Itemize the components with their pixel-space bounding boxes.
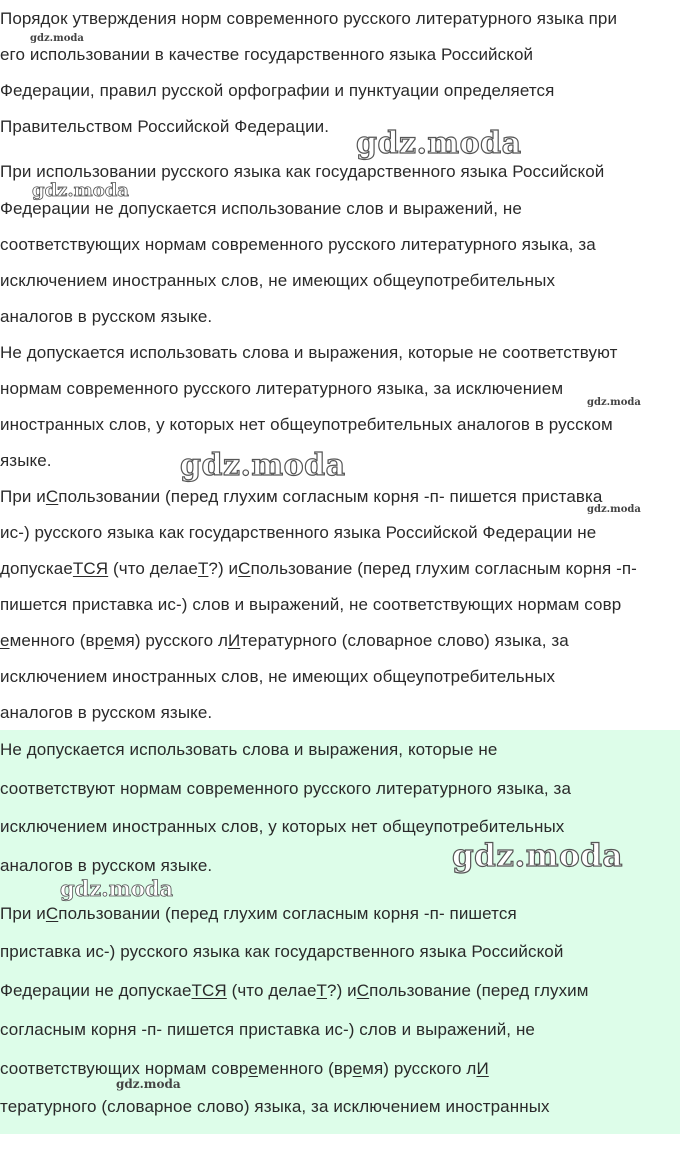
underlined-ending: Т bbox=[197, 559, 209, 578]
underlined-ending: ТСЯ bbox=[72, 559, 109, 578]
watermark-logo: gdz.moda bbox=[356, 126, 522, 161]
text-line: Федерации не допускаеТСЯ (что делаеТ?) иСпользование (перед глухим bbox=[0, 981, 589, 1000]
underlined-letter: С bbox=[45, 904, 59, 923]
watermark-logo: gdz.moda bbox=[32, 180, 129, 201]
watermark-logo: gdz.moda bbox=[30, 33, 84, 44]
text-line: Правительством Российской Федерации. bbox=[0, 117, 330, 136]
watermark-logo: gdz.moda bbox=[180, 448, 346, 483]
watermark-logo: gdz.moda bbox=[116, 1077, 181, 1091]
text-line: языке. bbox=[0, 451, 52, 470]
text-line: тературного (словарное слово) языка, за исключением иностранных bbox=[0, 1097, 550, 1116]
watermark-logo: gdz.moda bbox=[60, 876, 174, 901]
underlined-letter: С bbox=[45, 487, 59, 506]
text-line: исключением иностранных слов, не имеющих общеупотребительных bbox=[0, 667, 556, 686]
text-line: допускаеТСЯ (что делаеТ?) иСпользование (перед глухим согласным корня -п- bbox=[0, 559, 637, 578]
text-line: При иСпользовании (перед глухим согласным корня -п- пишется приставка bbox=[0, 487, 603, 506]
text-line: Федерации, правил русской орфографии и пунктуации определяется bbox=[0, 81, 555, 100]
text-line: еменного (время) русского лИтературного (словарное слово) языка, за bbox=[0, 631, 569, 650]
underlined-letter: С bbox=[356, 981, 370, 1000]
text-line: Порядок утверждения норм современного русского литературного языка при bbox=[0, 9, 618, 28]
text-line: соответствующих нормам современного (время) русского лИ bbox=[0, 1059, 489, 1078]
text-line: аналогов в русском языке. bbox=[0, 307, 213, 326]
underlined-letter: С bbox=[238, 559, 251, 578]
text-line: Федерации не допускается использование слов и выражений, не bbox=[0, 199, 522, 218]
underlined-vowel: е bbox=[248, 1059, 258, 1078]
text-line: исключением иностранных слов, не имеющих общеупотребительных bbox=[0, 271, 556, 290]
text-line: нормам современного русского литературного языка, за исключением bbox=[0, 379, 564, 398]
text-line: соответствующих нормам современного русского литературного языка, за bbox=[0, 235, 596, 254]
underlined-vowel: е bbox=[352, 1059, 363, 1078]
text-line: согласным корня -п- пишется приставка ис-) слов и выражений, не bbox=[0, 1020, 535, 1039]
text-line: аналогов в русском языке. bbox=[0, 703, 213, 722]
text-line: соответствуют нормам современного русского литературного языка, за bbox=[0, 779, 572, 798]
text-line: иностранных слов, у которых нет общеупотребительных аналогов в русском bbox=[0, 415, 613, 434]
underlined-vowel: И bbox=[228, 631, 241, 650]
text-line: При использовании русского языка как государственного языка Российской bbox=[0, 162, 605, 181]
watermark-logo: gdz.moda bbox=[587, 504, 641, 515]
underlined-ending: ТСЯ bbox=[191, 981, 227, 1000]
watermark-logo: gdz.moda bbox=[587, 397, 641, 408]
underlined-letter: И bbox=[476, 1059, 489, 1078]
text-line: ис-) русского языка как государственного языка Российской Федерации не bbox=[0, 523, 597, 542]
text-line: При иСпользовании (перед глухим согласным корня -п- пишется bbox=[0, 904, 517, 923]
watermark-logo: gdz.moda bbox=[452, 838, 623, 874]
text-line: Не допускается использовать слова и выражения, которые не соответствуют bbox=[0, 343, 618, 362]
underlined-vowel: е bbox=[104, 631, 114, 650]
underlined-vowel: е bbox=[0, 631, 10, 650]
text-line: аналогов в русском языке. bbox=[0, 856, 213, 875]
underlined-ending: Т bbox=[316, 981, 328, 1000]
text-line: его использовании в качестве государственного языка Российской bbox=[0, 45, 534, 64]
text-line: исключением иностранных слов, у которых нет общеупотребительных bbox=[0, 817, 565, 836]
text-line: пишется приставка ис-) слов и выражений, не соответствующих нормам совр bbox=[0, 595, 622, 614]
text-line: приставка ис-) русского языка как государственного языка Российской bbox=[0, 942, 564, 961]
text-line: Не допускается использовать слова и выражения, которые не bbox=[0, 740, 498, 759]
